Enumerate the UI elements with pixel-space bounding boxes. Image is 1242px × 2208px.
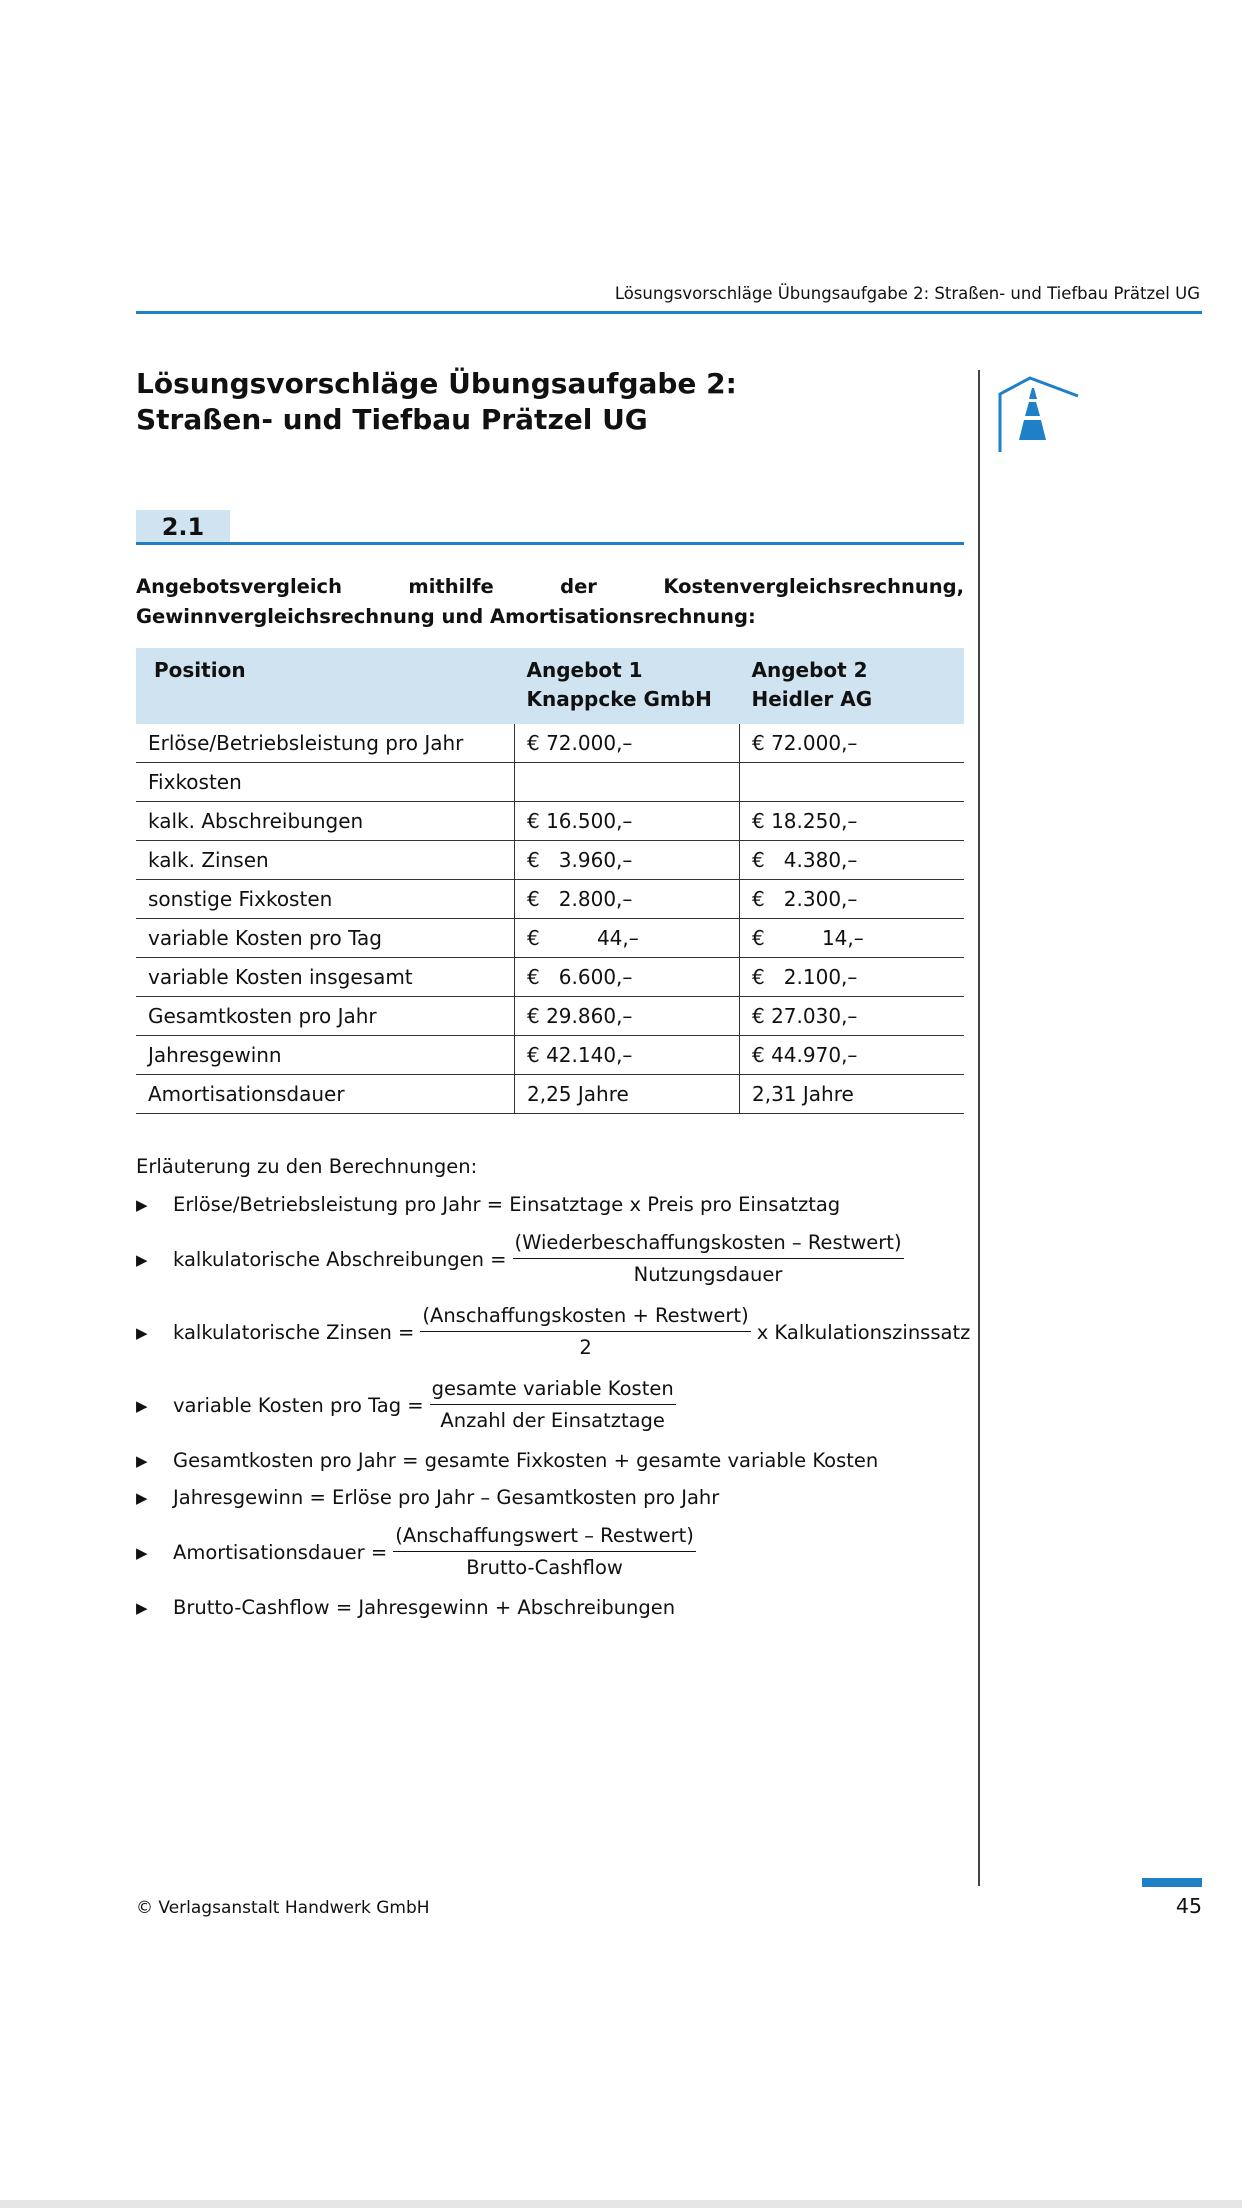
list-item (136, 1589, 976, 1626)
formula-lhs: kalkulatorische Zinsen = (173, 1321, 415, 1344)
offer-2-cell: € 44.970,– (740, 1036, 965, 1075)
formula-text: Erlöse/Betriebsleistung pro Jahr = Einsatztage x Preis pro Einsatztag (173, 1193, 841, 1216)
traffic-cone-house-icon (990, 372, 1080, 454)
offer-2-cell: € 72.000,– (740, 724, 965, 763)
header-rule (136, 311, 1202, 314)
formula-text: Brutto-Cashflow = Jahresgewinn + Abschreibungen (173, 1596, 676, 1619)
fraction (513, 1228, 904, 1291)
offer-1-cell: € 72.000,– (515, 724, 740, 763)
fraction-denominator: Anzahl der Einsatztage (440, 1409, 665, 1432)
section-rule (136, 542, 964, 545)
position-cell: Fixkosten (136, 763, 515, 802)
position-cell: kalk. Zinsen (136, 841, 515, 880)
title-line-2: Straßen- und Tiefbau Prätzel UG (136, 403, 648, 436)
page-title (136, 366, 956, 438)
offer-1-cell (515, 763, 740, 802)
header-offer-2 (740, 648, 965, 724)
list-item (136, 1186, 976, 1223)
list-item (136, 1516, 976, 1589)
offer-2-cell: 2,31 Jahre (740, 1075, 965, 1114)
list-item (136, 1223, 976, 1296)
list-item (136, 1369, 976, 1442)
offer-2-cell: € 14,– (740, 919, 965, 958)
formula-lhs: kalkulatorische Abschreibungen = (173, 1248, 507, 1271)
formula-text: Jahresgewinn = Erlöse pro Jahr – Gesamtkosten pro Jahr (173, 1486, 720, 1509)
formula-text: Gesamtkosten pro Jahr = gesamte Fixkosten + gesamte variable Kosten (173, 1449, 879, 1472)
offer-1-cell: € 3.960,– (515, 841, 740, 880)
position-cell: Gesamtkosten pro Jahr (136, 997, 515, 1036)
header-offer-1 (515, 648, 740, 724)
triangle-bullet-icon: ▶ (136, 1195, 148, 1214)
offer-2-cell: € 2.100,– (740, 958, 965, 997)
fraction-numerator: (Anschaffungswert – Restwert) (393, 1521, 696, 1552)
running-header: Lösungsvorschläge Übungsaufgabe 2: Straßen- und Tiefbau Prätzel UG (614, 284, 1200, 303)
calculation-notes (136, 1152, 976, 1626)
triangle-bullet-icon: ▶ (136, 1451, 148, 1470)
header-line: Angebot 2 (751, 658, 868, 682)
position-cell: variable Kosten insgesamt (136, 958, 515, 997)
offer-2-cell: € 4.380,– (740, 841, 965, 880)
offer-2-cell: € 18.250,– (740, 802, 965, 841)
title-line-1: Lösungsvorschläge Übungsaufgabe 2: (136, 367, 737, 400)
formula-suffix: x Kalkulationszinssatz (756, 1321, 971, 1344)
triangle-bullet-icon: ▶ (136, 1250, 148, 1269)
header-line: Knappcke GmbH (526, 687, 712, 711)
notes-heading: Erläuterung zu den Berechnungen: (136, 1155, 478, 1178)
formula-lhs: variable Kosten pro Tag = (173, 1394, 424, 1417)
list-item (136, 1442, 976, 1479)
offer-1-cell: 2,25 Jahre (515, 1075, 740, 1114)
triangle-bullet-icon: ▶ (136, 1396, 148, 1415)
offer-2-cell (740, 763, 965, 802)
offer-1-cell: € 2.800,– (515, 880, 740, 919)
triangle-bullet-icon: ▶ (136, 1323, 148, 1342)
offer-1-cell: € 6.600,– (515, 958, 740, 997)
triangle-bullet-icon: ▶ (136, 1543, 148, 1562)
page-number: 45 (1175, 1894, 1202, 1918)
offer-comparison-table (136, 648, 964, 1114)
fraction (420, 1301, 750, 1364)
margin-divider (978, 370, 980, 1886)
offer-1-cell: € 44,– (515, 919, 740, 958)
triangle-bullet-icon: ▶ (136, 1598, 148, 1617)
table-row (136, 997, 964, 1036)
header-line: Angebot 1 (526, 658, 643, 682)
intro-text: Angebotsvergleich mithilfe der Kostenvergleichsrechnung, Gewinnvergleichsrechnung und Amortisationsrechnung: (136, 575, 964, 628)
bottom-edge (0, 2200, 1242, 2208)
section-number: 2.1 (136, 510, 230, 542)
offer-2-cell: € 27.030,– (740, 997, 965, 1036)
fraction-denominator: Nutzungsdauer (633, 1263, 783, 1286)
position-cell: Amortisationsdauer (136, 1075, 515, 1114)
header-line: Position (154, 658, 246, 682)
fraction-numerator: (Wiederbeschaffungskosten – Restwert) (513, 1228, 904, 1259)
offer-1-cell: € 16.500,– (515, 802, 740, 841)
offer-2-cell: € 2.300,– (740, 880, 965, 919)
list-item (136, 1479, 976, 1516)
table-row (136, 724, 964, 763)
table-header-row (136, 648, 964, 724)
position-cell: sonstige Fixkosten (136, 880, 515, 919)
fraction-denominator: Brutto-Cashflow (466, 1556, 623, 1579)
header-line: Heidler AG (751, 687, 873, 711)
table-row (136, 763, 964, 802)
offer-1-cell: € 29.860,– (515, 997, 740, 1036)
table-row (136, 841, 964, 880)
position-cell: kalk. Abschreibungen (136, 802, 515, 841)
table-row (136, 1075, 964, 1114)
table-row (136, 958, 964, 997)
triangle-bullet-icon: ▶ (136, 1488, 148, 1507)
position-cell: variable Kosten pro Tag (136, 919, 515, 958)
page-tab-marker (1142, 1878, 1202, 1887)
table-row (136, 919, 964, 958)
copyright: © Verlagsanstalt Handwerk GmbH (136, 1898, 430, 1918)
fraction-numerator: (Anschaffungskosten + Restwert) (420, 1301, 750, 1332)
header-position (136, 648, 515, 724)
position-cell: Jahresgewinn (136, 1036, 515, 1075)
fraction (393, 1521, 696, 1584)
table-row (136, 802, 964, 841)
position-cell: Erlöse/Betriebsleistung pro Jahr (136, 724, 515, 763)
list-item (136, 1296, 976, 1369)
fraction (430, 1374, 676, 1437)
fraction-numerator: gesamte variable Kosten (430, 1374, 676, 1405)
fraction-denominator: 2 (579, 1336, 592, 1359)
offer-1-cell: € 42.140,– (515, 1036, 740, 1075)
formula-lhs: Amortisationsdauer = (173, 1541, 388, 1564)
table-row (136, 1036, 964, 1075)
table-row (136, 880, 964, 919)
